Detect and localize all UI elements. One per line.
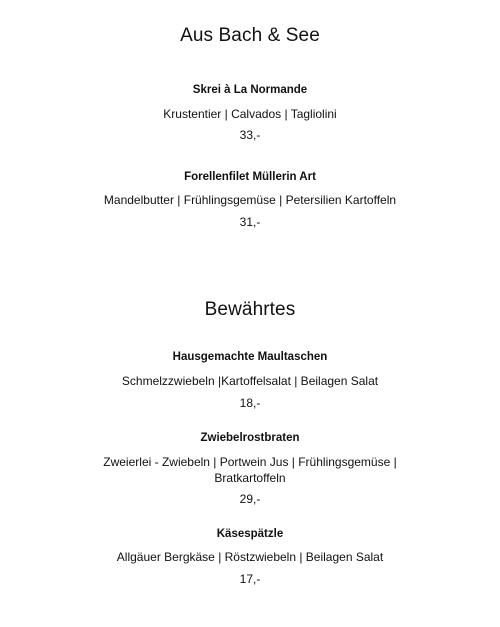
dish-name: Hausgemachte Maultaschen xyxy=(172,351,328,363)
dish-description: Krustentier | Calvados | Tagliolini xyxy=(163,107,337,121)
dish-name: Forellenfilet Müllerin Art xyxy=(184,171,316,183)
dish-name: Zwiebelrostbraten xyxy=(200,432,300,444)
dish-description: Schmelzzwiebeln |Kartoffelsalat | Beilagen Salat xyxy=(121,374,379,388)
dish-name: Käsespätzle xyxy=(216,528,284,540)
section-title: Bewährtes xyxy=(204,299,296,320)
dish-price: 17,- xyxy=(239,572,261,586)
dish-price: 31,- xyxy=(239,215,261,229)
dish-description: Mandelbutter | Frühlingsgemüse | Petersilien Kartoffeln xyxy=(103,193,397,207)
dish-price: 29,- xyxy=(239,492,261,506)
section-title: Aus Bach & See xyxy=(180,25,320,46)
dish-price: 33,- xyxy=(239,128,261,142)
dish-description-continued: Bratkartoffeln xyxy=(214,471,286,485)
dish-description: Allgäuer Bergkäse | Röstzwiebeln | Beilagen Salat xyxy=(116,550,384,564)
dish-description: Zweierlei - Zwiebeln | Portwein Jus | Frühlingsgemüse | xyxy=(103,455,397,469)
dish-name: Skrei à La Normande xyxy=(192,84,308,96)
dish-price: 18,- xyxy=(239,396,261,410)
